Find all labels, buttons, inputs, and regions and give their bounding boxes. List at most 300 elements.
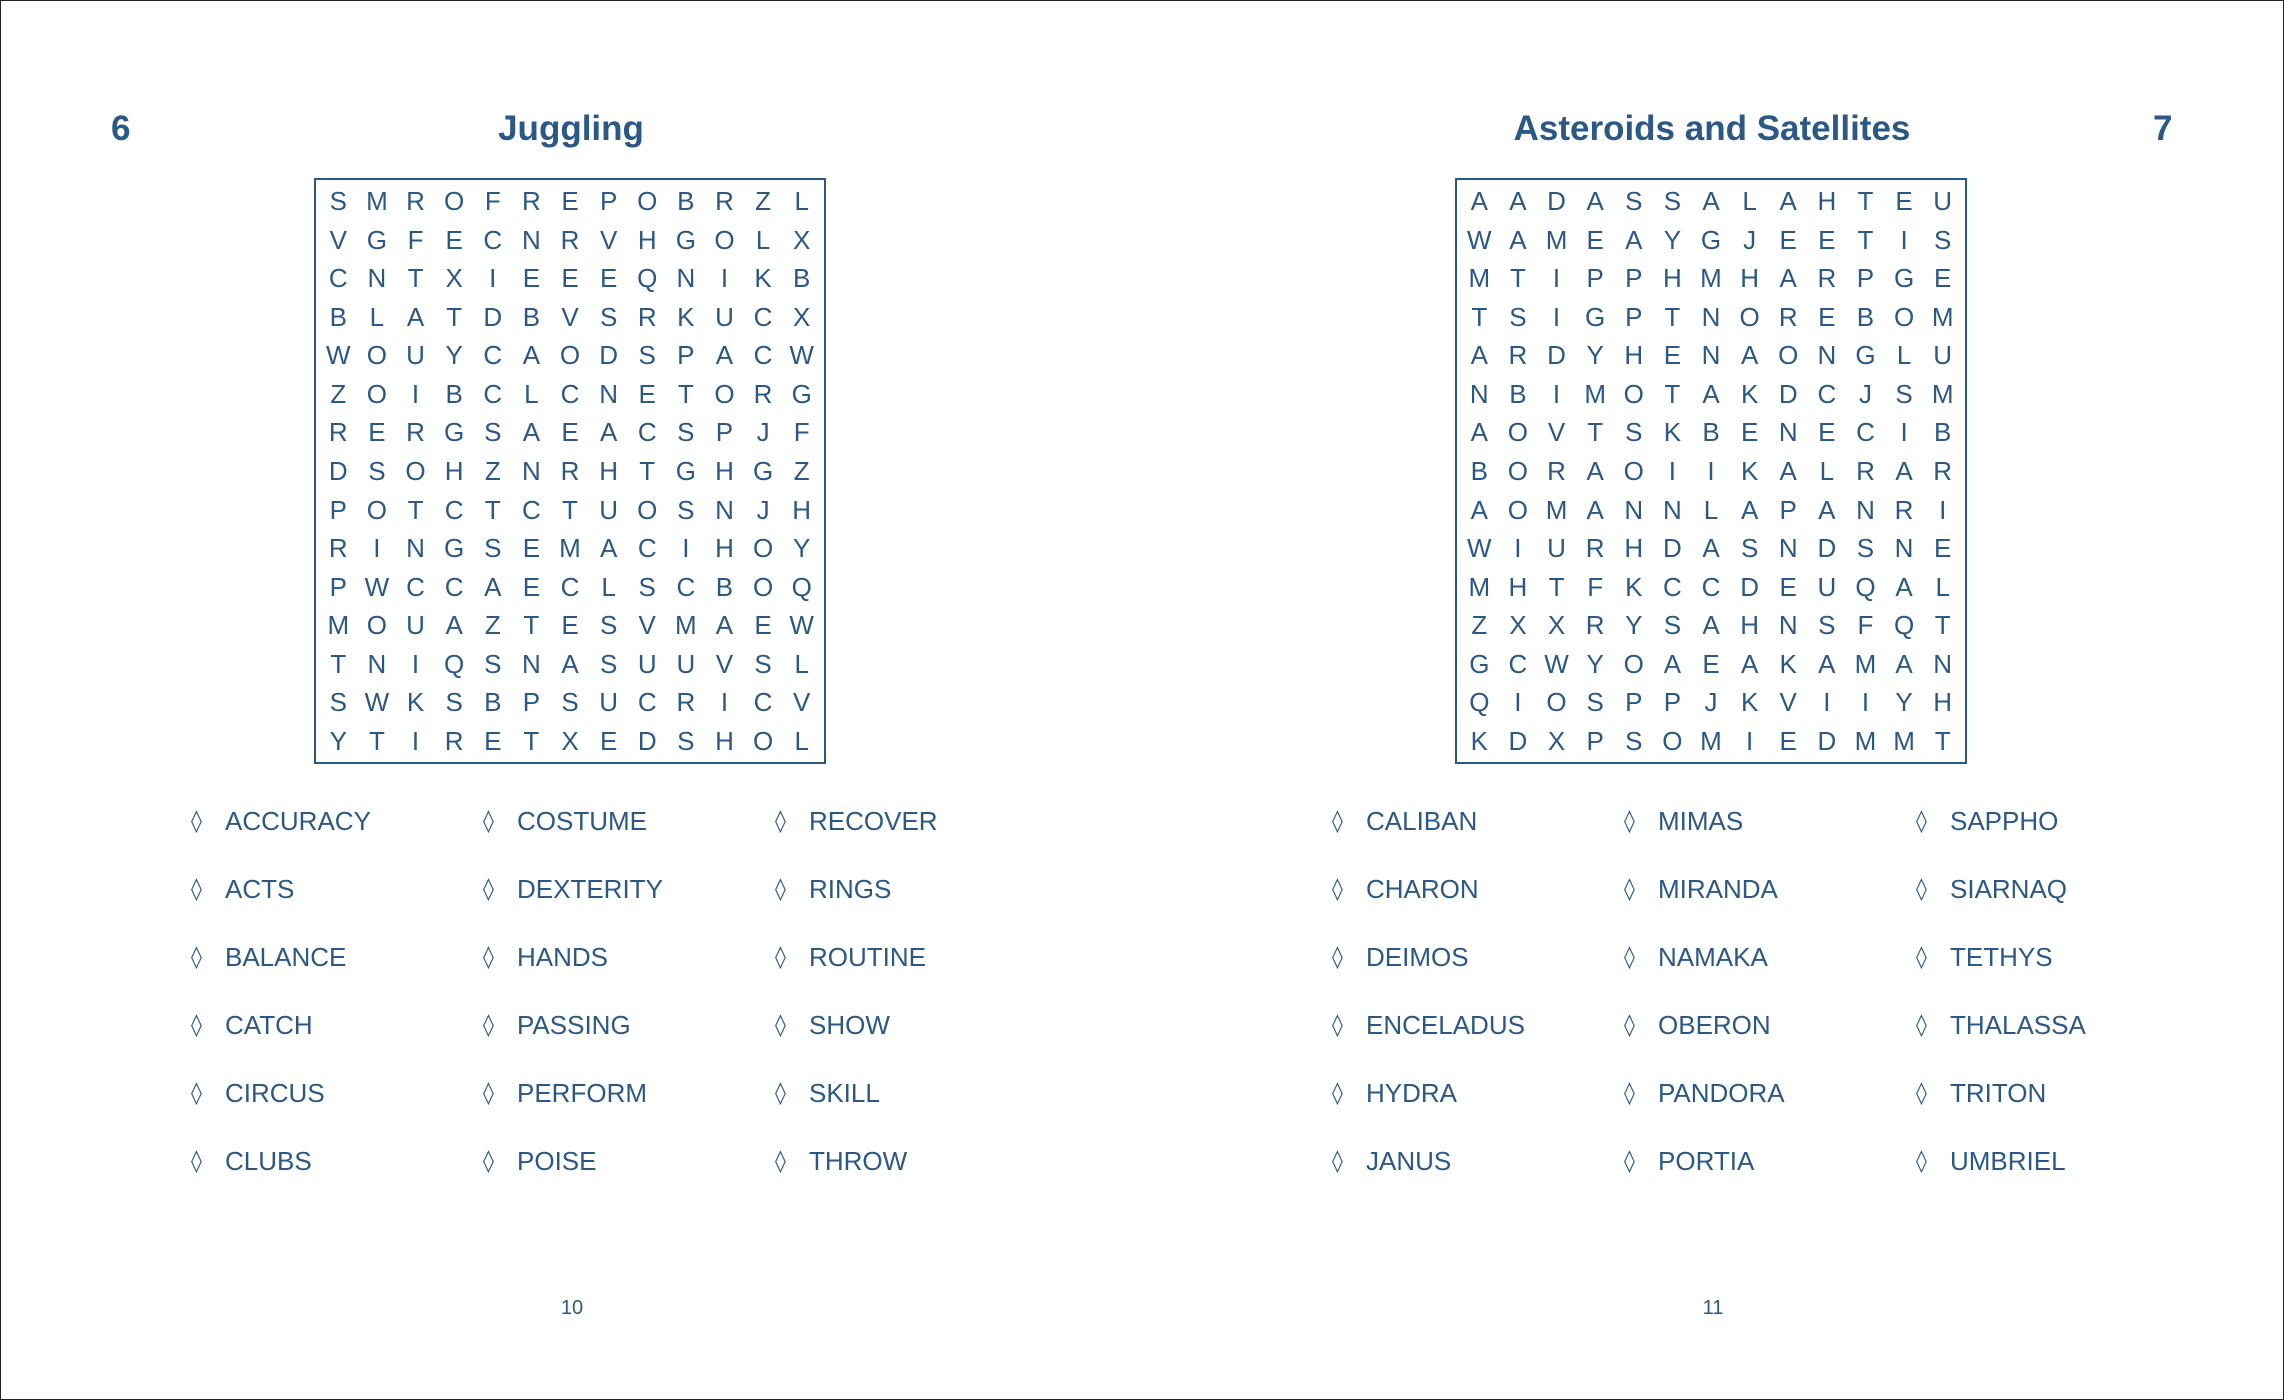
grid-letter: O xyxy=(444,186,465,217)
grid-letter: T xyxy=(330,648,347,679)
grid-letter: I xyxy=(411,648,420,679)
puzzle-number: 7 xyxy=(2153,109,2173,148)
grid-letter: I xyxy=(1823,687,1831,718)
diamond-icon: ◊ xyxy=(1332,876,1343,902)
word-label: PASSING xyxy=(517,1009,631,1040)
grid-letter: J xyxy=(1858,378,1872,409)
grid-letter: R xyxy=(444,725,464,756)
grid-letter: A xyxy=(1702,610,1720,641)
grid-letter: A xyxy=(1470,417,1488,448)
grid-letter: M xyxy=(1854,725,1877,756)
grid-letter: I xyxy=(682,533,690,564)
grid-letter: A xyxy=(1702,378,1720,409)
grid-letter: B xyxy=(445,378,463,409)
word-list-item xyxy=(1916,869,2067,909)
diamond-icon: ◊ xyxy=(1916,1012,1927,1038)
grid-letter: T xyxy=(407,263,424,294)
grid-letter: F xyxy=(1857,610,1874,641)
grid-letter: D xyxy=(1547,186,1566,217)
word-label: SHOW xyxy=(809,1009,890,1040)
grid-letter: H xyxy=(715,533,734,564)
diamond-icon: ◊ xyxy=(483,1080,494,1106)
grid-letter: A xyxy=(1470,340,1488,371)
word-list-item xyxy=(483,1005,631,1045)
grid-letter: I xyxy=(720,687,729,718)
diamond-icon: ◊ xyxy=(191,808,202,834)
grid-letter: M xyxy=(1545,224,1568,255)
grid-letter: N xyxy=(1701,301,1721,332)
grid-letter: N xyxy=(1701,340,1721,371)
grid-letter: R xyxy=(560,455,580,486)
word-label: CATCH xyxy=(225,1009,313,1040)
word-list xyxy=(1332,801,2232,1176)
grid-letter: O xyxy=(752,571,774,602)
grid-letter: T xyxy=(1857,224,1874,255)
grid-letter: R xyxy=(1894,494,1914,525)
word-label: TRITON xyxy=(1950,1077,2047,1108)
grid-letter: T xyxy=(639,455,656,486)
word-list-item xyxy=(483,801,647,841)
grid-letter: B xyxy=(1470,455,1488,486)
grid-letter: R xyxy=(1856,455,1875,486)
grid-letter: A xyxy=(522,340,541,371)
word-list-item xyxy=(1624,1141,1754,1181)
grid-letter: N xyxy=(676,263,696,294)
grid-letter: V xyxy=(1547,417,1566,448)
grid-letter: E xyxy=(638,378,656,409)
word-list-item xyxy=(1332,937,1469,977)
grid-letter: W xyxy=(1544,648,1569,679)
diamond-icon: ◊ xyxy=(1624,1148,1635,1174)
grid-letter: H xyxy=(599,455,618,486)
grid-letter: N xyxy=(1778,533,1798,564)
word-label: MIMAS xyxy=(1658,805,1744,836)
grid-letter: I xyxy=(1745,725,1754,756)
page-number: 10 xyxy=(560,1297,584,1319)
grid-letter: M xyxy=(675,610,697,641)
grid-letter: O xyxy=(1623,378,1644,409)
grid-letter: E xyxy=(445,224,463,255)
grid-letter: Y xyxy=(1625,610,1643,641)
grid-letter: T xyxy=(562,494,578,525)
grid-letter: N xyxy=(1778,417,1798,448)
grid-letter: E xyxy=(561,610,579,641)
grid-letter: O xyxy=(1623,455,1644,486)
grid-letter: A xyxy=(1625,224,1643,255)
grid-letter: H xyxy=(1624,533,1644,564)
grid-letter: G xyxy=(366,224,388,255)
grid-letter: F xyxy=(484,186,501,217)
grid-letter: O xyxy=(559,340,581,371)
word-list-item xyxy=(1624,1005,1771,1045)
grid-letter: Y xyxy=(1586,648,1604,679)
word-label: NAMAKA xyxy=(1658,941,1768,972)
grid-letter: N xyxy=(599,378,618,409)
grid-letter: S xyxy=(1856,533,1875,564)
grid-letter: H xyxy=(792,494,812,525)
grid-letter: N xyxy=(1778,610,1798,641)
grid-letter: R xyxy=(637,301,657,332)
grid-letter: H xyxy=(444,455,464,486)
grid-letter: P xyxy=(1586,263,1604,294)
grid-letter: A xyxy=(445,610,463,641)
word-list-item xyxy=(775,937,926,977)
grid-letter: R xyxy=(328,533,348,564)
grid-letter: O xyxy=(637,494,658,525)
grid-letter: S xyxy=(1625,186,1643,217)
grid-letter: N xyxy=(1662,494,1682,525)
grid-letter: U xyxy=(637,648,657,679)
grid-letter: T xyxy=(446,301,463,332)
grid-letter: C xyxy=(676,571,696,602)
grid-letter: A xyxy=(1895,455,1913,486)
grid-letter: K xyxy=(406,687,425,718)
letter-grid xyxy=(1455,178,1967,764)
grid-letter: O xyxy=(714,224,735,255)
grid-letter: E xyxy=(1779,571,1797,602)
diamond-icon: ◊ xyxy=(1916,876,1927,902)
word-list-item xyxy=(1332,869,1479,909)
grid-letter: A xyxy=(715,610,734,641)
grid-letter: E xyxy=(1779,224,1797,255)
grid-letter: T xyxy=(1664,378,1681,409)
grid-letter: C xyxy=(1701,571,1721,602)
grid-letter: I xyxy=(1552,301,1561,332)
word-label: MIRANDA xyxy=(1658,873,1778,904)
word-list-item xyxy=(483,1073,647,1113)
grid-letter: W xyxy=(1467,533,1492,564)
word-label: RINGS xyxy=(809,873,892,904)
grid-letter: A xyxy=(1470,494,1488,525)
grid-letter: X xyxy=(561,725,579,756)
grid-letter: B xyxy=(1509,378,1527,409)
grid-letter: A xyxy=(1779,263,1797,294)
grid-letter: R xyxy=(406,417,425,448)
grid-letter: P xyxy=(715,417,734,448)
grid-letter: V xyxy=(715,648,734,679)
grid-letter: E xyxy=(1934,263,1952,294)
grid-letter: F xyxy=(1587,571,1604,602)
grid-letter: O xyxy=(1507,417,1529,448)
word-list-item xyxy=(191,801,371,841)
grid-letter: Y xyxy=(1586,340,1604,371)
diamond-icon: ◊ xyxy=(1916,808,1927,834)
grid-letter: O xyxy=(366,610,388,641)
grid-letter: E xyxy=(1818,417,1836,448)
word-label: POISE xyxy=(517,1145,597,1176)
word-list-item xyxy=(483,937,608,977)
diamond-icon: ◊ xyxy=(1624,1012,1635,1038)
grid-letter: M xyxy=(1545,494,1568,525)
grid-letter: T xyxy=(1548,571,1565,602)
grid-letter: E xyxy=(561,186,579,217)
grid-letter: R xyxy=(676,687,696,718)
grid-letter: I xyxy=(1939,494,1947,525)
grid-letter: Z xyxy=(484,610,501,641)
grid-letter: O xyxy=(1623,648,1644,679)
diamond-icon: ◊ xyxy=(191,1148,202,1174)
grid-letter: C xyxy=(753,340,773,371)
grid-letter: N xyxy=(1933,648,1953,679)
letter-grid xyxy=(314,178,826,764)
grid-letter: B xyxy=(484,687,502,718)
grid-letter: A xyxy=(406,301,425,332)
word-label: CIRCUS xyxy=(225,1077,325,1108)
grid-letter: R xyxy=(328,417,348,448)
grid-letter: E xyxy=(1779,725,1797,756)
grid-letter: S xyxy=(1625,417,1643,448)
grid-letter: A xyxy=(1509,186,1527,217)
grid-letter: Q xyxy=(1469,687,1490,718)
grid-letter: S xyxy=(368,455,386,486)
grid-letter: C xyxy=(637,417,657,448)
grid-letter: I xyxy=(1900,224,1908,255)
grid-letter: I xyxy=(411,378,420,409)
grid-letter: O xyxy=(1546,687,1567,718)
grid-letter: B xyxy=(1702,417,1720,448)
grid-letter: O xyxy=(1778,340,1799,371)
grid-letter: L xyxy=(1703,494,1719,525)
grid-letter: A xyxy=(1779,186,1797,217)
grid-letter: C xyxy=(444,494,464,525)
grid-letter: S xyxy=(484,533,502,564)
grid-letter: J xyxy=(1704,687,1718,718)
word-list-item xyxy=(775,1141,907,1181)
grid-letter: U xyxy=(1817,571,1837,602)
grid-letter: F xyxy=(793,417,810,448)
diamond-icon: ◊ xyxy=(775,944,786,970)
diamond-icon: ◊ xyxy=(483,944,494,970)
grid-letter: H xyxy=(715,455,734,486)
grid-letter: N xyxy=(521,224,541,255)
grid-letter: W xyxy=(364,687,390,718)
grid-letter: I xyxy=(1514,533,1522,564)
grid-letter: C xyxy=(637,687,657,718)
grid-letter: R xyxy=(1778,301,1798,332)
grid-letter: R xyxy=(1585,610,1605,641)
word-label: PORTIA xyxy=(1658,1145,1755,1176)
grid-letter: G xyxy=(1893,263,1915,294)
grid-letter: A xyxy=(1740,648,1759,679)
grid-letter: H xyxy=(1624,340,1644,371)
grid-letter: N xyxy=(1624,494,1644,525)
diamond-icon: ◊ xyxy=(191,876,202,902)
grid-letter: S xyxy=(1663,186,1682,217)
word-label: ROUTINE xyxy=(809,941,926,972)
word-label: THROW xyxy=(809,1145,908,1176)
grid-letter: S xyxy=(1625,725,1643,756)
grid-letter: C xyxy=(560,571,580,602)
word-list-item xyxy=(191,937,346,977)
grid-letter: R xyxy=(1585,533,1605,564)
grid-letter: O xyxy=(366,340,388,371)
word-list xyxy=(191,801,1091,1176)
grid-letter: D xyxy=(1740,571,1759,602)
grid-letter: A xyxy=(1779,455,1797,486)
grid-letter: D xyxy=(637,725,657,756)
word-label: COSTUME xyxy=(517,805,647,836)
grid-letter: R xyxy=(406,186,425,217)
diamond-icon: ◊ xyxy=(1332,944,1343,970)
grid-letter: L xyxy=(794,648,809,679)
grid-letter: B xyxy=(793,263,811,294)
grid-letter: S xyxy=(1586,687,1604,718)
grid-letter: C xyxy=(483,378,503,409)
grid-letter: I xyxy=(1514,687,1522,718)
grid-letter: H xyxy=(637,224,657,255)
grid-letter: I xyxy=(1552,378,1561,409)
grid-letter: T xyxy=(1587,417,1604,448)
grid-letter: N xyxy=(1856,494,1875,525)
grid-letter: U xyxy=(1933,186,1953,217)
grid-letter: E xyxy=(1818,301,1836,332)
grid-letter: A xyxy=(522,417,541,448)
diamond-icon: ◊ xyxy=(191,1012,202,1038)
word-list-item xyxy=(1916,1005,2086,1045)
grid-letter: S xyxy=(638,340,656,371)
word-list-item xyxy=(191,1141,312,1181)
word-label: UMBRIEL xyxy=(1950,1145,2066,1176)
grid-letter: Q xyxy=(1855,571,1876,602)
grid-letter: M xyxy=(327,610,350,641)
grid-letter: L xyxy=(755,224,771,255)
grid-letter: Q xyxy=(791,571,812,602)
grid-letter: S xyxy=(677,494,695,525)
grid-letter: S xyxy=(329,186,347,217)
grid-letter: Y xyxy=(329,725,347,756)
grid-letter: A xyxy=(1586,455,1604,486)
grid-letter: D xyxy=(1817,533,1837,564)
grid-letter: H xyxy=(715,725,734,756)
word-label: HANDS xyxy=(517,941,609,972)
page-left xyxy=(1,1,1142,1399)
word-list-item xyxy=(1624,937,1768,977)
puzzle-title: Juggling xyxy=(498,109,644,148)
diamond-icon: ◊ xyxy=(1332,1148,1343,1174)
grid-letter: Y xyxy=(1663,224,1682,255)
diamond-icon: ◊ xyxy=(1624,944,1635,970)
grid-letter: G xyxy=(1700,224,1722,255)
grid-letter: A xyxy=(484,571,502,602)
grid-letter: Q xyxy=(1893,610,1915,641)
grid-letter: C xyxy=(1508,648,1528,679)
word-list-item xyxy=(1916,937,2053,977)
grid-letter: B xyxy=(1856,301,1875,332)
grid-letter: D xyxy=(328,455,348,486)
word-list-item xyxy=(1916,1073,2046,1113)
grid-letter: S xyxy=(1934,224,1952,255)
grid-letter: H xyxy=(1740,263,1759,294)
grid-letter: A xyxy=(715,340,734,371)
grid-letter: E xyxy=(522,263,541,294)
grid-letter: G xyxy=(444,533,465,564)
grid-letter: Q xyxy=(444,648,465,679)
grid-letter: E xyxy=(484,725,502,756)
grid-letter: S xyxy=(484,417,502,448)
grid-letter: X xyxy=(445,263,463,294)
diamond-icon: ◊ xyxy=(775,876,786,902)
grid-letter: H xyxy=(1508,571,1528,602)
diamond-icon: ◊ xyxy=(775,808,786,834)
grid-letter: U xyxy=(406,610,425,641)
grid-letter: X xyxy=(793,301,811,332)
grid-letter: O xyxy=(752,533,774,564)
grid-letter: C xyxy=(521,494,541,525)
grid-letter: Q xyxy=(637,263,658,294)
grid-letter: T xyxy=(1934,725,1951,756)
diamond-icon: ◊ xyxy=(483,808,494,834)
grid-letter: P xyxy=(1779,494,1797,525)
diamond-icon: ◊ xyxy=(1624,808,1635,834)
grid-letter: M xyxy=(1893,725,1915,756)
grid-letter: N xyxy=(1469,378,1489,409)
grid-letter: M xyxy=(366,186,388,217)
grid-letter: E xyxy=(1818,224,1836,255)
grid-letter: J xyxy=(756,417,770,448)
grid-letter: M xyxy=(1931,301,1954,332)
word-label: DEIMOS xyxy=(1366,941,1469,972)
grid-letter: Y xyxy=(793,533,811,564)
grid-letter: E xyxy=(522,571,541,602)
grid-letter: E xyxy=(561,417,579,448)
grid-letter: E xyxy=(1586,224,1604,255)
grid-letter: S xyxy=(677,725,695,756)
grid-letter: R xyxy=(753,378,773,409)
grid-letter: N xyxy=(1817,340,1837,371)
grid-letter: T xyxy=(368,725,385,756)
grid-letter: J xyxy=(756,494,770,525)
grid-letter: L xyxy=(1742,186,1757,217)
grid-letter: S xyxy=(1740,533,1759,564)
word-list-item xyxy=(191,1073,325,1113)
diamond-icon: ◊ xyxy=(483,1148,494,1174)
grid-letter: V xyxy=(561,301,579,332)
grid-letter: A xyxy=(1509,224,1527,255)
diamond-icon: ◊ xyxy=(775,1148,786,1174)
grid-letter: V xyxy=(638,610,656,641)
grid-letter: Z xyxy=(793,455,810,486)
puzzle-title: Asteroids and Satellites xyxy=(1513,109,1911,148)
grid-letter: V xyxy=(793,687,811,718)
grid-letter: M xyxy=(1931,378,1954,409)
grid-letter: H xyxy=(1817,186,1837,217)
grid-letter: I xyxy=(1707,455,1715,486)
grid-letter: L xyxy=(369,301,385,332)
grid-letter: X xyxy=(1509,610,1527,641)
word-list-item xyxy=(1332,1141,1451,1181)
word-label: SKILL xyxy=(809,1077,880,1108)
grid-letter: O xyxy=(752,725,774,756)
grid-letter: R xyxy=(1817,263,1837,294)
grid-letter: T xyxy=(484,494,501,525)
grid-letter: Z xyxy=(755,186,772,217)
word-list-item xyxy=(775,801,938,841)
grid-letter: H xyxy=(1662,263,1682,294)
grid-letter: K xyxy=(677,301,695,332)
grid-letter: P xyxy=(677,340,695,371)
grid-letter: N xyxy=(367,648,387,679)
grid-letter: E xyxy=(561,263,579,294)
grid-letter: E xyxy=(1740,417,1759,448)
grid-letter: I xyxy=(1900,417,1908,448)
grid-letter: D xyxy=(1547,340,1566,371)
grid-letter: S xyxy=(599,301,618,332)
grid-letter: E xyxy=(754,610,772,641)
grid-letter: X xyxy=(1547,725,1566,756)
grid-letter: A xyxy=(1740,494,1759,525)
grid-letter: C xyxy=(483,340,503,371)
word-label: OBERON xyxy=(1658,1009,1771,1040)
